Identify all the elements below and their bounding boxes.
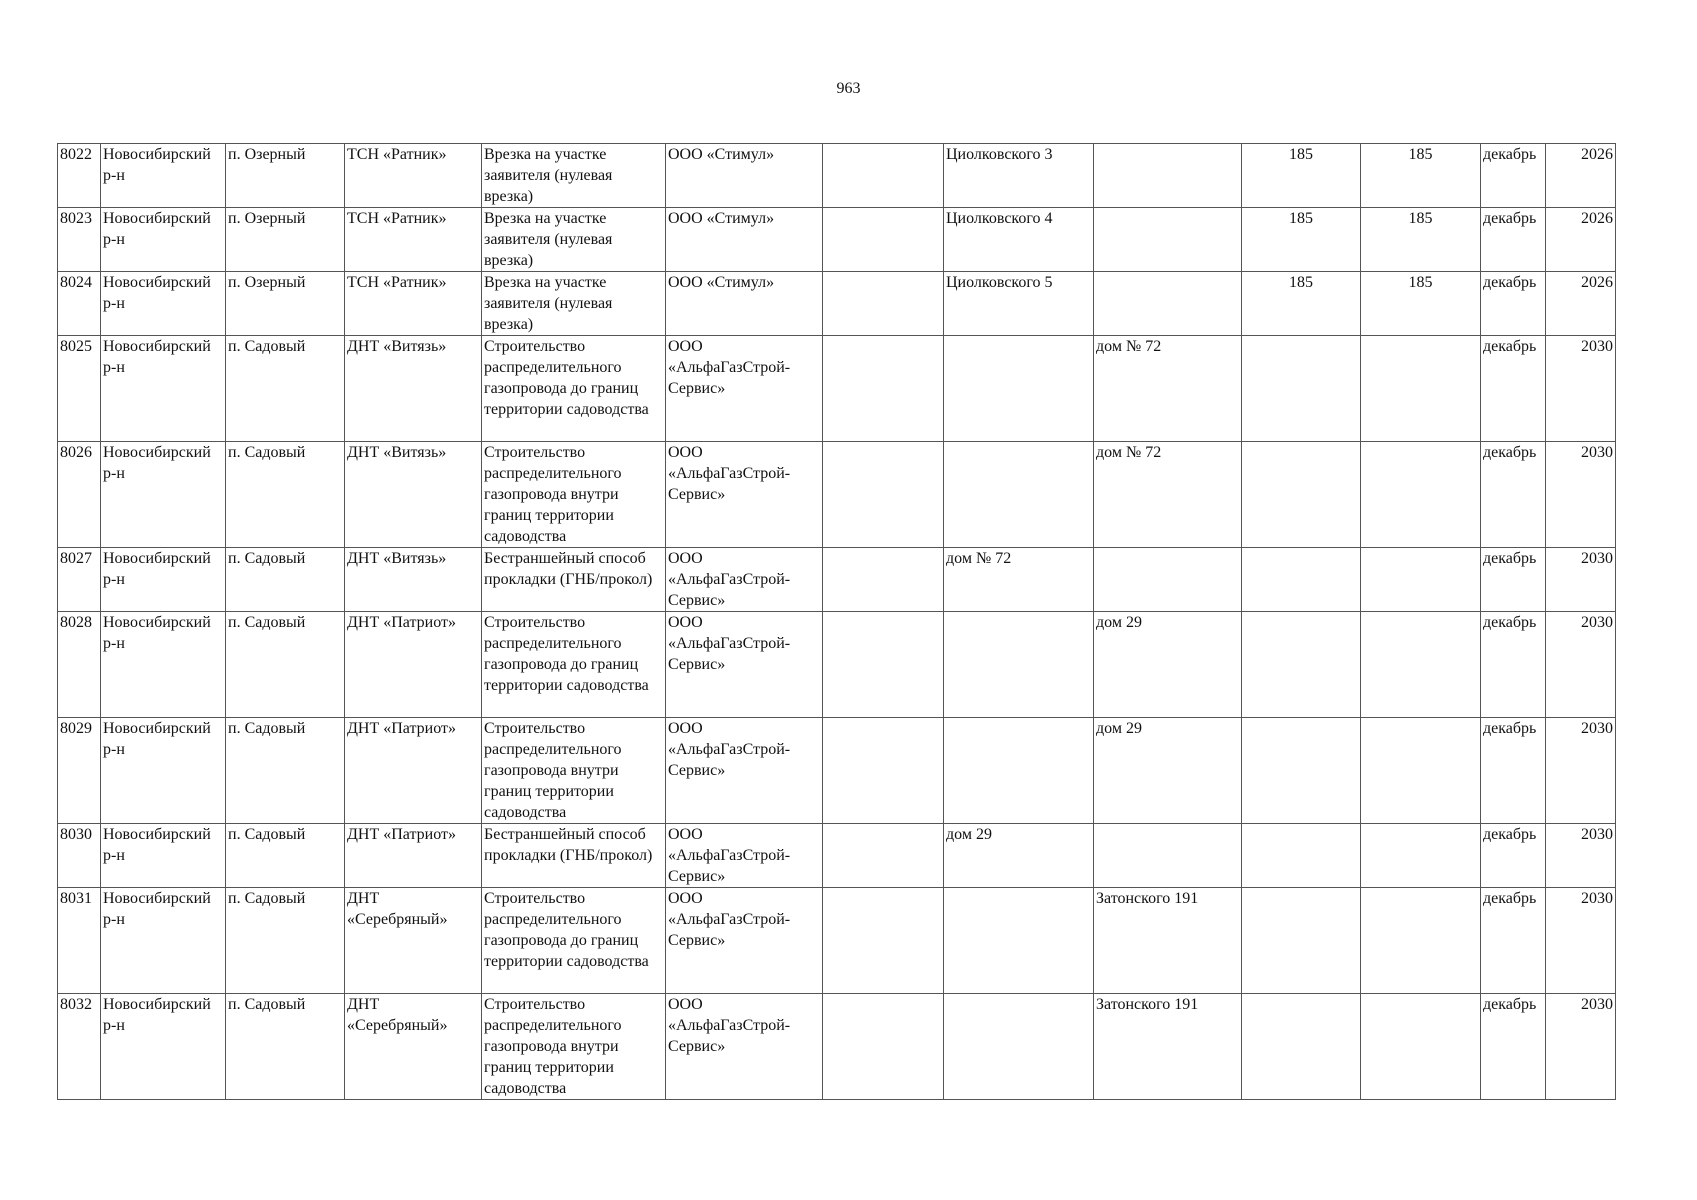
quantity-cell: 185: [1242, 144, 1361, 208]
table-row: [58, 548, 1616, 612]
district-cell: Новосибирский р-н: [101, 548, 226, 612]
district-cell: Новосибирский р-н: [101, 994, 226, 1100]
work-description-cell: Врезка на участке заявителя (нулевая врезка): [482, 272, 666, 336]
quantity-cell: [1361, 442, 1481, 548]
district-cell: Новосибирский р-н: [101, 272, 226, 336]
row-number: 8029: [58, 718, 101, 824]
gasification-schedule-table: [57, 143, 1616, 1100]
quantity-cell: [1242, 442, 1361, 548]
table-row: [58, 442, 1616, 548]
settlement-cell: п. Садовый: [226, 548, 345, 612]
quantity-cell: [1242, 718, 1361, 824]
row-number: 8030: [58, 824, 101, 888]
address-alt-cell: дом № 72: [1094, 442, 1242, 548]
year-cell: 2030: [1546, 612, 1616, 718]
settlement-cell: п. Садовый: [226, 888, 345, 994]
quantity-cell: [1242, 888, 1361, 994]
work-description-cell: Бестраншейный способ прокладки (ГНБ/прокол): [482, 824, 666, 888]
address-alt-cell: [1094, 824, 1242, 888]
address-cell: [944, 718, 1094, 824]
empty-cell: [823, 718, 944, 824]
address-cell: дом 29: [944, 824, 1094, 888]
work-description-cell: Строительство распределительного газопровода внутри границ территории садоводства: [482, 718, 666, 824]
table-row: [58, 888, 1616, 994]
table-row: [58, 208, 1616, 272]
settlement-cell: п. Садовый: [226, 612, 345, 718]
empty-cell: [823, 442, 944, 548]
quantity-cell: [1242, 994, 1361, 1100]
organization-cell: ДНТ «Патриот»: [345, 824, 482, 888]
empty-cell: [823, 994, 944, 1100]
work-description-cell: Врезка на участке заявителя (нулевая врезка): [482, 144, 666, 208]
district-cell: Новосибирский р-н: [101, 824, 226, 888]
year-cell: 2026: [1546, 272, 1616, 336]
address-alt-cell: [1094, 144, 1242, 208]
table-row: [58, 272, 1616, 336]
quantity-cell: 185: [1361, 272, 1481, 336]
row-number: 8028: [58, 612, 101, 718]
address-cell: [944, 336, 1094, 442]
district-cell: Новосибирский р-н: [101, 888, 226, 994]
quantity-cell: [1242, 612, 1361, 718]
address-cell: [944, 888, 1094, 994]
row-number: 8024: [58, 272, 101, 336]
address-alt-cell: дом 29: [1094, 612, 1242, 718]
month-cell: декабрь: [1481, 336, 1546, 442]
address-cell: Циолковского 3: [944, 144, 1094, 208]
month-cell: декабрь: [1481, 612, 1546, 718]
empty-cell: [823, 272, 944, 336]
empty-cell: [823, 612, 944, 718]
quantity-cell: [1361, 336, 1481, 442]
contractor-cell: ООО «АльфаГазСтрой-Сервис»: [666, 442, 823, 548]
contractor-cell: ООО «АльфаГазСтрой-Сервис»: [666, 612, 823, 718]
quantity-cell: [1361, 888, 1481, 994]
quantity-cell: [1361, 824, 1481, 888]
month-cell: декабрь: [1481, 824, 1546, 888]
address-cell: Циолковского 4: [944, 208, 1094, 272]
row-number: 8025: [58, 336, 101, 442]
organization-cell: ДНТ «Витязь»: [345, 336, 482, 442]
work-description-cell: Врезка на участке заявителя (нулевая врезка): [482, 208, 666, 272]
quantity-cell: 185: [1361, 144, 1481, 208]
month-cell: декабрь: [1481, 442, 1546, 548]
district-cell: Новосибирский р-н: [101, 612, 226, 718]
contractor-cell: ООО «Стимул»: [666, 208, 823, 272]
empty-cell: [823, 824, 944, 888]
year-cell: 2030: [1546, 824, 1616, 888]
address-alt-cell: дом № 72: [1094, 336, 1242, 442]
month-cell: декабрь: [1481, 208, 1546, 272]
district-cell: Новосибирский р-н: [101, 718, 226, 824]
organization-cell: ДНТ «Витязь»: [345, 442, 482, 548]
organization-cell: ТСН «Ратник»: [345, 272, 482, 336]
quantity-cell: 185: [1242, 208, 1361, 272]
row-number: 8022: [58, 144, 101, 208]
year-cell: 2030: [1546, 718, 1616, 824]
table-row: [58, 336, 1616, 442]
organization-cell: ТСН «Ратник»: [345, 208, 482, 272]
contractor-cell: ООО «Стимул»: [666, 144, 823, 208]
organization-cell: ДНТ «Патриот»: [345, 612, 482, 718]
contractor-cell: ООО «АльфаГазСтрой-Сервис»: [666, 994, 823, 1100]
year-cell: 2026: [1546, 208, 1616, 272]
district-cell: Новосибирский р-н: [101, 442, 226, 548]
row-number: 8031: [58, 888, 101, 994]
settlement-cell: п. Садовый: [226, 994, 345, 1100]
table-row: [58, 994, 1616, 1100]
quantity-cell: [1242, 824, 1361, 888]
year-cell: 2030: [1546, 994, 1616, 1100]
empty-cell: [823, 208, 944, 272]
table-row: [58, 718, 1616, 824]
district-cell: Новосибирский р-н: [101, 336, 226, 442]
row-number: 8027: [58, 548, 101, 612]
address-alt-cell: Затонского 191: [1094, 888, 1242, 994]
year-cell: 2030: [1546, 888, 1616, 994]
address-cell: [944, 612, 1094, 718]
settlement-cell: п. Садовый: [226, 718, 345, 824]
work-description-cell: Строительство распределительного газопровода внутри границ территории садоводства: [482, 442, 666, 548]
month-cell: декабрь: [1481, 272, 1546, 336]
address-alt-cell: [1094, 272, 1242, 336]
settlement-cell: п. Садовый: [226, 336, 345, 442]
quantity-cell: [1361, 718, 1481, 824]
address-alt-cell: Затонского 191: [1094, 994, 1242, 1100]
row-number: 8023: [58, 208, 101, 272]
year-cell: 2026: [1546, 144, 1616, 208]
settlement-cell: п. Садовый: [226, 442, 345, 548]
empty-cell: [823, 336, 944, 442]
year-cell: 2030: [1546, 336, 1616, 442]
work-description-cell: Строительство распределительного газопровода внутри границ территории садоводства: [482, 994, 666, 1100]
address-alt-cell: [1094, 548, 1242, 612]
address-alt-cell: дом 29: [1094, 718, 1242, 824]
organization-cell: ДНТ «Серебряный»: [345, 888, 482, 994]
settlement-cell: п. Озерный: [226, 208, 345, 272]
row-number: 8026: [58, 442, 101, 548]
month-cell: декабрь: [1481, 548, 1546, 612]
settlement-cell: п. Озерный: [226, 144, 345, 208]
organization-cell: ДНТ «Патриот»: [345, 718, 482, 824]
page-number: 963: [836, 80, 861, 97]
address-cell: дом № 72: [944, 548, 1094, 612]
month-cell: декабрь: [1481, 888, 1546, 994]
table-row: [58, 144, 1616, 208]
quantity-cell: [1361, 994, 1481, 1100]
quantity-cell: [1361, 612, 1481, 718]
quantity-cell: 185: [1361, 208, 1481, 272]
organization-cell: ДНТ «Серебряный»: [345, 994, 482, 1100]
quantity-cell: 185: [1242, 272, 1361, 336]
month-cell: декабрь: [1481, 718, 1546, 824]
work-description-cell: Строительство распределительного газопровода до границ территории садоводства: [482, 612, 666, 718]
organization-cell: ТСН «Ратник»: [345, 144, 482, 208]
empty-cell: [823, 144, 944, 208]
address-cell: Циолковского 5: [944, 272, 1094, 336]
contractor-cell: ООО «АльфаГазСтрой-Сервис»: [666, 888, 823, 994]
settlement-cell: п. Садовый: [226, 824, 345, 888]
work-description-cell: Строительство распределительного газопровода до границ территории садоводства: [482, 336, 666, 442]
address-alt-cell: [1094, 208, 1242, 272]
district-cell: Новосибирский р-н: [101, 144, 226, 208]
table-row: [58, 612, 1616, 718]
empty-cell: [823, 888, 944, 994]
quantity-cell: [1361, 548, 1481, 612]
contractor-cell: ООО «АльфаГазСтрой-Сервис»: [666, 718, 823, 824]
quantity-cell: [1242, 336, 1361, 442]
address-cell: [944, 442, 1094, 548]
year-cell: 2030: [1546, 548, 1616, 612]
district-cell: Новосибирский р-н: [101, 208, 226, 272]
work-description-cell: Строительство распределительного газопровода до границ территории садоводства: [482, 888, 666, 994]
settlement-cell: п. Озерный: [226, 272, 345, 336]
year-cell: 2030: [1546, 442, 1616, 548]
month-cell: декабрь: [1481, 994, 1546, 1100]
month-cell: декабрь: [1481, 144, 1546, 208]
organization-cell: ДНТ «Витязь»: [345, 548, 482, 612]
empty-cell: [823, 548, 944, 612]
quantity-cell: [1242, 548, 1361, 612]
contractor-cell: ООО «АльфаГазСтрой-Сервис»: [666, 336, 823, 442]
row-number: 8032: [58, 994, 101, 1100]
contractor-cell: ООО «АльфаГазСтрой-Сервис»: [666, 548, 823, 612]
work-description-cell: Бестраншейный способ прокладки (ГНБ/прокол): [482, 548, 666, 612]
table-row: [58, 824, 1616, 888]
contractor-cell: ООО «Стимул»: [666, 272, 823, 336]
address-cell: [944, 994, 1094, 1100]
contractor-cell: ООО «АльфаГазСтрой-Сервис»: [666, 824, 823, 888]
